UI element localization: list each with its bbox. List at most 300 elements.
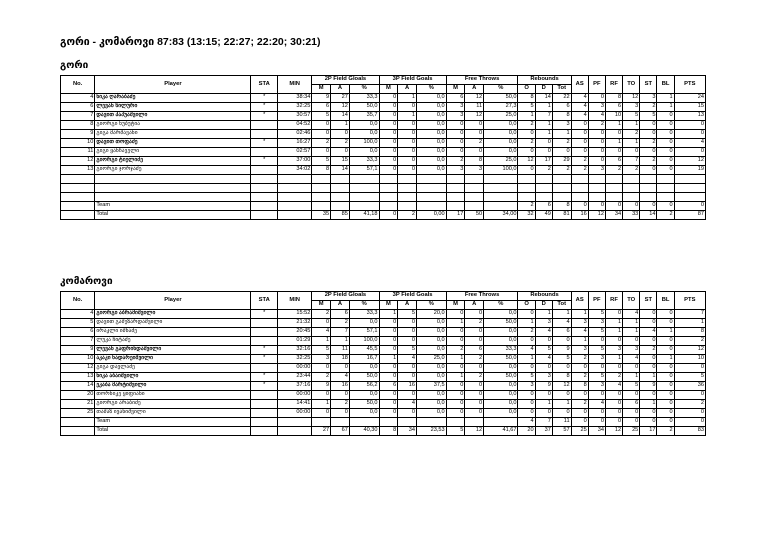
stat-fg3a: 0 bbox=[398, 139, 417, 148]
minutes: 04:52 bbox=[278, 121, 312, 130]
stat-tot: 4 bbox=[552, 319, 571, 328]
stat-ftp: 0,0 bbox=[484, 337, 518, 346]
stat-tot: 0 bbox=[552, 391, 571, 400]
stat-fg3p: 0,0 bbox=[416, 121, 446, 130]
header-free-throws: Free Throws bbox=[446, 76, 518, 85]
player-name: ლევან გაფრინდაშვილი bbox=[95, 346, 251, 355]
total-stat-ftp: 41,67 bbox=[484, 427, 518, 436]
empty-cell bbox=[674, 193, 705, 202]
starter-mark bbox=[251, 148, 278, 157]
stat-tot: 8 bbox=[552, 112, 571, 121]
empty-cell bbox=[331, 175, 350, 184]
stat-bl: 0 bbox=[657, 364, 674, 373]
player-number: 10 bbox=[61, 139, 95, 148]
subheader-total: Tot bbox=[552, 85, 571, 94]
empty-cell bbox=[398, 184, 417, 193]
stat-fg2m: 8 bbox=[312, 166, 331, 175]
stat-st: 0 bbox=[640, 319, 657, 328]
stat-fta: 2 bbox=[465, 139, 484, 148]
team-stat-bl: 0 bbox=[657, 202, 674, 211]
team-stat-st: 0 bbox=[640, 418, 657, 427]
minutes: 32:25 bbox=[278, 355, 312, 364]
starter-mark: * bbox=[251, 373, 278, 382]
stat-to: 3 bbox=[623, 103, 640, 112]
header-min: MIN bbox=[278, 76, 312, 94]
stat-as: 4 bbox=[571, 328, 588, 337]
stat-fg2m: 2 bbox=[312, 373, 331, 382]
stat-st: 0 bbox=[640, 310, 657, 319]
header-no: No. bbox=[61, 76, 95, 94]
subheader-total: Tot bbox=[552, 301, 571, 310]
stat-fta: 2 bbox=[465, 373, 484, 382]
player-name: თორნიკე ყიფიანი bbox=[95, 391, 251, 400]
stat-d: 1 bbox=[535, 310, 552, 319]
stat-bl: 0 bbox=[657, 130, 674, 139]
stat-st: 2 bbox=[640, 346, 657, 355]
stat-tot: 9 bbox=[552, 346, 571, 355]
stat-ftp: 0,0 bbox=[484, 121, 518, 130]
team-stat-d: 7 bbox=[535, 418, 552, 427]
team-row bbox=[61, 418, 706, 427]
starter-mark: * bbox=[251, 112, 278, 121]
total-stat-pf: 12 bbox=[588, 211, 605, 220]
stat-fg2p: 0,0 bbox=[349, 121, 379, 130]
team-row-label: Team bbox=[95, 418, 251, 427]
stat-fg2a: 15 bbox=[331, 157, 350, 166]
empty-cell bbox=[278, 184, 312, 193]
starter-mark bbox=[251, 337, 278, 346]
stat-o: 0 bbox=[518, 166, 535, 175]
minutes: 37:16 bbox=[278, 382, 312, 391]
header-player: Player bbox=[95, 292, 251, 310]
player-number: 6 bbox=[61, 328, 95, 337]
empty-cell bbox=[379, 193, 398, 202]
stat-fg2p: 57,1 bbox=[349, 166, 379, 175]
stat-as: 0 bbox=[571, 121, 588, 130]
stat-ftm: 2 bbox=[446, 346, 465, 355]
stat-fg2a: 4 bbox=[331, 373, 350, 382]
stat-fg3a: 0 bbox=[398, 319, 417, 328]
stat-ftm: 0 bbox=[446, 400, 465, 409]
starter-mark bbox=[251, 391, 278, 400]
total-row bbox=[61, 427, 706, 436]
stat-st: 0 bbox=[640, 409, 657, 418]
player-number: 7 bbox=[61, 337, 95, 346]
stat-fg3m: 0 bbox=[379, 157, 398, 166]
stat-rf: 1 bbox=[605, 355, 622, 364]
stat-fg2a: 12 bbox=[331, 103, 350, 112]
stat-fg2m: 0 bbox=[312, 364, 331, 373]
stat-fg2p: 56,2 bbox=[349, 382, 379, 391]
stat-o: 0 bbox=[518, 364, 535, 373]
empty-cell bbox=[484, 184, 518, 193]
empty-cell bbox=[605, 175, 622, 184]
player-number: 20 bbox=[61, 391, 95, 400]
subheader-attempted: A bbox=[465, 85, 484, 94]
stat-o: 0 bbox=[518, 400, 535, 409]
subheader-attempted: A bbox=[398, 301, 417, 310]
table-row bbox=[61, 355, 706, 364]
stat-bl: 0 bbox=[657, 139, 674, 148]
stat-ftp: 0,0 bbox=[484, 130, 518, 139]
stat-bl: 0 bbox=[657, 391, 674, 400]
stat-fta: 2 bbox=[465, 355, 484, 364]
stat-pf: 3 bbox=[588, 382, 605, 391]
stat-fg2p: 50,0 bbox=[349, 103, 379, 112]
empty-cell bbox=[605, 193, 622, 202]
stat-fg2p: 33,3 bbox=[349, 310, 379, 319]
stat-o: 8 bbox=[518, 94, 535, 103]
stat-rf: 1 bbox=[605, 328, 622, 337]
empty-cell bbox=[61, 427, 95, 436]
total-stat-fg2m: 27 bbox=[312, 427, 331, 436]
stat-fg2a: 0 bbox=[331, 391, 350, 400]
stat-fg2a: 11 bbox=[331, 346, 350, 355]
table-row bbox=[61, 400, 706, 409]
empty-cell bbox=[251, 202, 278, 211]
stat-fg2p: 0,0 bbox=[349, 148, 379, 157]
stat-fta: 0 bbox=[465, 364, 484, 373]
team-stat-to: 0 bbox=[623, 202, 640, 211]
stat-rf: 0 bbox=[605, 310, 622, 319]
minutes: 01:29 bbox=[278, 337, 312, 346]
stat-as: 0 bbox=[571, 409, 588, 418]
stat-fg2p: 50,0 bbox=[349, 400, 379, 409]
stat-fg3a: 1 bbox=[398, 112, 417, 121]
stat-fg3p: 0,0 bbox=[416, 139, 446, 148]
empty-cell bbox=[571, 193, 588, 202]
player-number: 11 bbox=[61, 148, 95, 157]
player-name: გიორგი ჯორჯაძე bbox=[95, 166, 251, 175]
minutes: 00:00 bbox=[278, 364, 312, 373]
stat-fg2p: 0,0 bbox=[349, 364, 379, 373]
empty-cell bbox=[416, 184, 446, 193]
stat-fg3p: 0,0 bbox=[416, 319, 446, 328]
stat-fg2m: 5 bbox=[312, 346, 331, 355]
stat-ftp: 25,0 bbox=[484, 112, 518, 121]
stat-to: 0 bbox=[623, 391, 640, 400]
minutes: 32:16 bbox=[278, 346, 312, 355]
stat-fg3p: 0,0 bbox=[416, 157, 446, 166]
stat-fg2a: 2 bbox=[331, 319, 350, 328]
table-row bbox=[61, 382, 706, 391]
stat-d: 3 bbox=[535, 319, 552, 328]
stat-fta: 0 bbox=[465, 337, 484, 346]
header-to: TO bbox=[623, 292, 640, 310]
table-row bbox=[61, 139, 706, 148]
stat-o: 0 bbox=[518, 391, 535, 400]
stat-pts: 15 bbox=[674, 103, 705, 112]
stat-fg2p: 57,1 bbox=[349, 328, 379, 337]
total-stat-fg3a: 34 bbox=[398, 427, 417, 436]
player-name: ლუკა ჩიტაძე bbox=[95, 337, 251, 346]
stat-ftp: 0,0 bbox=[484, 148, 518, 157]
stat-fg2m: 1 bbox=[312, 337, 331, 346]
stat-st: 5 bbox=[640, 112, 657, 121]
subheader-attempted: A bbox=[331, 301, 350, 310]
team-stat-to: 0 bbox=[623, 418, 640, 427]
stat-d: 5 bbox=[535, 346, 552, 355]
stat-rf: 6 bbox=[605, 103, 622, 112]
team-stat-pts: 0 bbox=[674, 202, 705, 211]
stat-bl: 0 bbox=[657, 112, 674, 121]
stat-fg2m: 2 bbox=[312, 310, 331, 319]
stat-fg3p: 0,0 bbox=[416, 94, 446, 103]
stat-rf: 0 bbox=[605, 364, 622, 373]
header-rf: RF bbox=[605, 76, 622, 94]
empty-cell bbox=[465, 418, 484, 427]
stat-pts: 0 bbox=[674, 364, 705, 373]
stat-fg3p: 37,5 bbox=[416, 382, 446, 391]
stat-fg2a: 2 bbox=[331, 400, 350, 409]
stat-fg3m: 0 bbox=[379, 130, 398, 139]
stat-bl: 0 bbox=[657, 310, 674, 319]
stat-d: 0 bbox=[535, 148, 552, 157]
header-to: TO bbox=[623, 76, 640, 94]
header-player: Player bbox=[95, 76, 251, 94]
stat-tot: 0 bbox=[552, 148, 571, 157]
stat-fg3p: 25,0 bbox=[416, 355, 446, 364]
empty-cell bbox=[312, 202, 331, 211]
empty-cell bbox=[398, 175, 417, 184]
header-pts: PTS bbox=[674, 292, 705, 310]
empty-cell bbox=[640, 193, 657, 202]
boxscore-table-home bbox=[60, 75, 706, 220]
stat-fg2p: 100,0 bbox=[349, 337, 379, 346]
stat-fg2a: 0 bbox=[331, 364, 350, 373]
stat-st: 0 bbox=[640, 121, 657, 130]
stat-fg3p: 0,0 bbox=[416, 400, 446, 409]
table-row bbox=[61, 328, 706, 337]
stat-pf: 0 bbox=[588, 148, 605, 157]
stat-pts: 7 bbox=[674, 310, 705, 319]
stat-pf: 3 bbox=[588, 319, 605, 328]
stat-o: 0 bbox=[518, 409, 535, 418]
stat-ftp: 0,0 bbox=[484, 328, 518, 337]
stat-ftm: 0 bbox=[446, 148, 465, 157]
stat-as: 1 bbox=[571, 310, 588, 319]
stat-fg2a: 0 bbox=[331, 148, 350, 157]
subheader-made: M bbox=[312, 85, 331, 94]
total-stat-o: 32 bbox=[518, 211, 535, 220]
stat-pts: 2 bbox=[674, 400, 705, 409]
stat-bl: 0 bbox=[657, 148, 674, 157]
stat-fg2m: 0 bbox=[312, 391, 331, 400]
total-stat-st: 17 bbox=[640, 427, 657, 436]
stat-as: 2 bbox=[571, 400, 588, 409]
minutes: 00:00 bbox=[278, 409, 312, 418]
player-number: 4 bbox=[61, 94, 95, 103]
player-name: დავით თოფაძე bbox=[95, 139, 251, 148]
header-as: AS bbox=[571, 76, 588, 94]
stat-fg3m: 0 bbox=[379, 148, 398, 157]
stat-fg3m: 0 bbox=[379, 391, 398, 400]
stat-as: 4 bbox=[571, 103, 588, 112]
stat-d: 1 bbox=[535, 121, 552, 130]
stat-ftp: 25,0 bbox=[484, 157, 518, 166]
stat-st: 9 bbox=[640, 382, 657, 391]
stat-as: 2 bbox=[571, 373, 588, 382]
stat-fg3m: 0 bbox=[379, 346, 398, 355]
stat-tot: 0 bbox=[552, 337, 571, 346]
stat-fg2a: 1 bbox=[331, 121, 350, 130]
stat-as: 0 bbox=[571, 364, 588, 373]
team-name-away: კომაროვი bbox=[60, 276, 113, 287]
header-pts: PTS bbox=[674, 76, 705, 94]
stat-rf: 1 bbox=[605, 121, 622, 130]
stat-tot: 1 bbox=[552, 400, 571, 409]
player-number: 12 bbox=[61, 364, 95, 373]
stat-fg3m: 0 bbox=[379, 373, 398, 382]
stat-fg2m: 5 bbox=[312, 157, 331, 166]
stat-fg3m: 0 bbox=[379, 112, 398, 121]
stat-bl: 0 bbox=[657, 337, 674, 346]
stat-to: 6 bbox=[623, 400, 640, 409]
stat-fg2a: 14 bbox=[331, 166, 350, 175]
empty-cell bbox=[331, 418, 350, 427]
stat-rf: 0 bbox=[605, 391, 622, 400]
total-stat-ftp: 34,00 bbox=[484, 211, 518, 220]
stat-bl: 0 bbox=[657, 409, 674, 418]
stat-fta: 12 bbox=[465, 112, 484, 121]
stat-pf: 0 bbox=[588, 130, 605, 139]
subheader-attempted: A bbox=[398, 85, 417, 94]
stat-bl: 1 bbox=[657, 328, 674, 337]
stat-tot: 2 bbox=[552, 166, 571, 175]
table-row bbox=[61, 94, 706, 103]
stat-to: 3 bbox=[623, 346, 640, 355]
total-stat-fta: 12 bbox=[465, 427, 484, 436]
team-stat-d: 6 bbox=[535, 202, 552, 211]
minutes: 32:25 bbox=[278, 103, 312, 112]
empty-cell bbox=[251, 211, 278, 220]
header-sta: STA bbox=[251, 292, 278, 310]
stat-fg3m: 6 bbox=[379, 382, 398, 391]
table-row bbox=[61, 409, 706, 418]
stat-pf: 0 bbox=[588, 337, 605, 346]
stat-fg3a: 0 bbox=[398, 166, 417, 175]
empty-cell bbox=[416, 193, 446, 202]
player-number: 12 bbox=[61, 157, 95, 166]
empty-cell bbox=[416, 202, 446, 211]
stat-to: 1 bbox=[623, 328, 640, 337]
stat-fg3p: 0,0 bbox=[416, 148, 446, 157]
empty-cell bbox=[640, 175, 657, 184]
empty-cell bbox=[446, 175, 465, 184]
empty-cell bbox=[465, 193, 484, 202]
stat-ftm: 2 bbox=[446, 157, 465, 166]
empty-row bbox=[61, 193, 706, 202]
subheader-percent: % bbox=[349, 301, 379, 310]
player-number: 13 bbox=[61, 373, 95, 382]
minutes: 38:34 bbox=[278, 94, 312, 103]
stat-fg2p: 0,0 bbox=[349, 391, 379, 400]
stat-fg2p: 33,3 bbox=[349, 157, 379, 166]
empty-cell bbox=[349, 202, 379, 211]
stat-as: 1 bbox=[571, 337, 588, 346]
stat-fg3a: 4 bbox=[398, 355, 417, 364]
stat-rf: 2 bbox=[605, 166, 622, 175]
player-name: გიორგი აბრამიშვილი bbox=[95, 310, 251, 319]
empty-cell bbox=[446, 202, 465, 211]
empty-cell bbox=[349, 418, 379, 427]
table-row bbox=[61, 391, 706, 400]
stat-fg3a: 0 bbox=[398, 103, 417, 112]
stat-fg2m: 5 bbox=[312, 112, 331, 121]
stat-o: 5 bbox=[518, 373, 535, 382]
stat-pf: 4 bbox=[588, 400, 605, 409]
empty-cell bbox=[61, 211, 95, 220]
stat-o: 0 bbox=[518, 148, 535, 157]
empty-cell bbox=[588, 184, 605, 193]
stat-st: 0 bbox=[640, 355, 657, 364]
stat-pts: 0 bbox=[674, 409, 705, 418]
minutes: 30:57 bbox=[278, 112, 312, 121]
stat-rf: 0 bbox=[605, 400, 622, 409]
stat-fg2a: 14 bbox=[331, 112, 350, 121]
stat-fg3a: 5 bbox=[398, 346, 417, 355]
empty-cell bbox=[552, 175, 571, 184]
starter-mark: * bbox=[251, 355, 278, 364]
stat-st: 2 bbox=[640, 139, 657, 148]
minutes: 16:27 bbox=[278, 139, 312, 148]
stat-fg3m: 0 bbox=[379, 364, 398, 373]
stat-tot: 29 bbox=[552, 157, 571, 166]
empty-cell bbox=[623, 175, 640, 184]
player-name: გიორგი ტიელიძე bbox=[95, 157, 251, 166]
stat-fg3p: 0,0 bbox=[416, 130, 446, 139]
stat-to: 0 bbox=[623, 364, 640, 373]
empty-cell bbox=[349, 175, 379, 184]
stat-fg2a: 6 bbox=[331, 310, 350, 319]
stat-pts: 2 bbox=[674, 337, 705, 346]
stat-to: 1 bbox=[623, 373, 640, 382]
stat-fg2a: 27 bbox=[331, 94, 350, 103]
empty-cell bbox=[312, 418, 331, 427]
player-number: 4 bbox=[61, 310, 95, 319]
empty-cell bbox=[484, 202, 518, 211]
stat-rf: 8 bbox=[605, 94, 622, 103]
stat-to: 1 bbox=[623, 121, 640, 130]
stat-bl: 0 bbox=[657, 319, 674, 328]
stat-ftp: 50,0 bbox=[484, 319, 518, 328]
empty-cell bbox=[535, 184, 552, 193]
empty-cell bbox=[379, 202, 398, 211]
stat-rf: 0 bbox=[605, 148, 622, 157]
stat-fg3p: 0,0 bbox=[416, 364, 446, 373]
total-stat-ftm: 5 bbox=[446, 427, 465, 436]
player-name: გიგი ყანჩაველი bbox=[95, 148, 251, 157]
stat-ftp: 0,0 bbox=[484, 364, 518, 373]
stat-fta: 0 bbox=[465, 130, 484, 139]
stat-fg2p: 50,0 bbox=[349, 373, 379, 382]
stat-as: 3 bbox=[571, 319, 588, 328]
stat-to: 0 bbox=[623, 337, 640, 346]
starter-mark bbox=[251, 409, 278, 418]
minutes: 02:46 bbox=[278, 130, 312, 139]
empty-cell bbox=[379, 175, 398, 184]
stat-fg2a: 1 bbox=[331, 337, 350, 346]
empty-cell bbox=[674, 184, 705, 193]
stat-to: 0 bbox=[623, 409, 640, 418]
stat-d: 1 bbox=[535, 130, 552, 139]
stat-as: 4 bbox=[571, 112, 588, 121]
subheader-percent: % bbox=[484, 85, 518, 94]
subheader-percent: % bbox=[349, 85, 379, 94]
empty-cell bbox=[674, 175, 705, 184]
total-stat-tot: 81 bbox=[552, 211, 571, 220]
empty-cell bbox=[571, 184, 588, 193]
